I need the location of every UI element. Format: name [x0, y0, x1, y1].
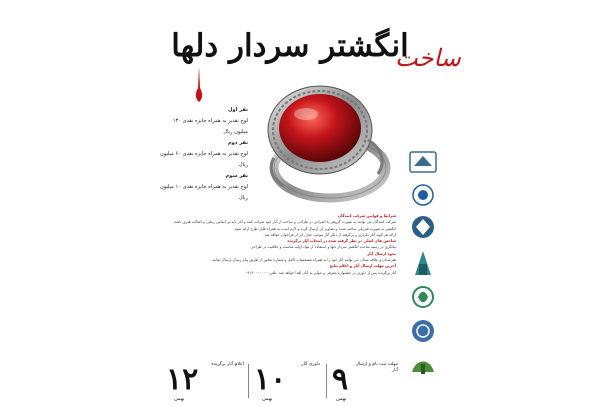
date-judging-month: بهمن	[262, 396, 273, 402]
rules-paragraph-6: آثار برگزیده پس از داوری در جشنواره معرفی و جوایز به آنان اهدا خواهد شد. تلفن: ۰۹۱۳۰۰۰۰۰۰۰	[245, 270, 396, 275]
rules-paragraph-3: ارائه هر گونه آثار تکراری و برگرفته از دیگر آثار موجب حذف اثر از فراخوان خواهد شد.	[263, 232, 396, 237]
rules-text	[164, 213, 396, 351]
date-judging	[254, 358, 324, 404]
rules-paragraph-5: هنرمندان و علاقه مندان می توانند آثار خود را به همراه مشخصات کامل و شماره تماس از طریق پیام رسان ارسال نمایند.	[211, 258, 396, 263]
date-judging-label: داوری آثار	[301, 362, 320, 367]
poster-title: انگشتر سردار دلها	[171, 28, 409, 64]
org-logo-5	[404, 284, 442, 310]
prize-text-2: لوح تقدیر به همراه جایزه نقدی ۶۰ میلیون ریال	[160, 151, 248, 168]
rules-heading-4: آخرین مهلت ارسال آثار و اعلام نتایج	[329, 264, 396, 269]
org-logo-4	[404, 250, 442, 276]
date-deadline	[332, 358, 398, 404]
poster	[150, 0, 461, 406]
date-deadline-month: بهمن	[336, 396, 347, 402]
rules-paragraph-4: بیانگری در زمینه ساخت انگشتر سردار دلها و استفاده از مواد اولیه مناسب و خلاقیت در طراحی	[250, 245, 396, 250]
date-results-label: اعلام آثار برگزیده	[211, 362, 244, 367]
date-divider-2	[326, 364, 327, 398]
org-logo-2	[404, 182, 442, 208]
prize-list	[158, 105, 248, 204]
red-drop-icon	[194, 66, 204, 106]
rules-paragraph-1: شرکت کنندگان می توانند به صورت گروهی یا انفرادی در طراحی و ساخت از آثار خود شرکت کنند و آثار باید بر اساس زیبایی و اصالت هنری باشد.	[173, 220, 396, 225]
date-divider-1	[248, 364, 249, 398]
date-results-month: بهمن	[174, 396, 185, 402]
date-results-number: ۱۲	[166, 362, 199, 397]
dates-row	[166, 358, 398, 404]
rules-paragraph-2: انگشتر به صورت فیزیکی ساخته شده و تصاویر آن ارسال گردد و لازم است به همراه فایل طرح ارائه شود.	[233, 226, 396, 231]
date-deadline-label: مهلت ثبت نام و ارسال آثار	[355, 362, 398, 373]
org-logo-3	[404, 214, 442, 240]
poster-title-prefix: ساخت	[395, 44, 461, 72]
ring-image	[250, 70, 400, 208]
rules-heading-1: شرایط و قوانین شرکت کنندگان	[337, 214, 396, 218]
date-judging-number: ۱۰	[254, 362, 287, 397]
sponsor-logos	[402, 150, 446, 380]
date-deadline-number: ۹	[332, 362, 349, 397]
prize-rank-2: نفر دوم	[227, 140, 248, 146]
prize-text-1: لوح تقدیر به همراه جایزه نقدی ۱۳۰ میلیون ریال	[172, 118, 248, 135]
rules-heading-2: شاخص های اصلی در نظر گرفته شده در انتخاب آثار برگزیده	[287, 239, 396, 244]
org-logo-7	[404, 352, 442, 378]
date-results	[166, 358, 246, 404]
org-logo-6	[404, 318, 442, 344]
org-logo-1	[404, 150, 442, 176]
prize-text-3: لوح تقدیر به همراه جایزه نقدی ۱۰ میلیون ریال	[160, 184, 248, 201]
prize-rank-3: نفر سوم	[225, 173, 248, 179]
rules-heading-3: نحوه ارسال آثار	[367, 251, 396, 256]
prize-rank-1: نفر اول	[228, 107, 248, 113]
